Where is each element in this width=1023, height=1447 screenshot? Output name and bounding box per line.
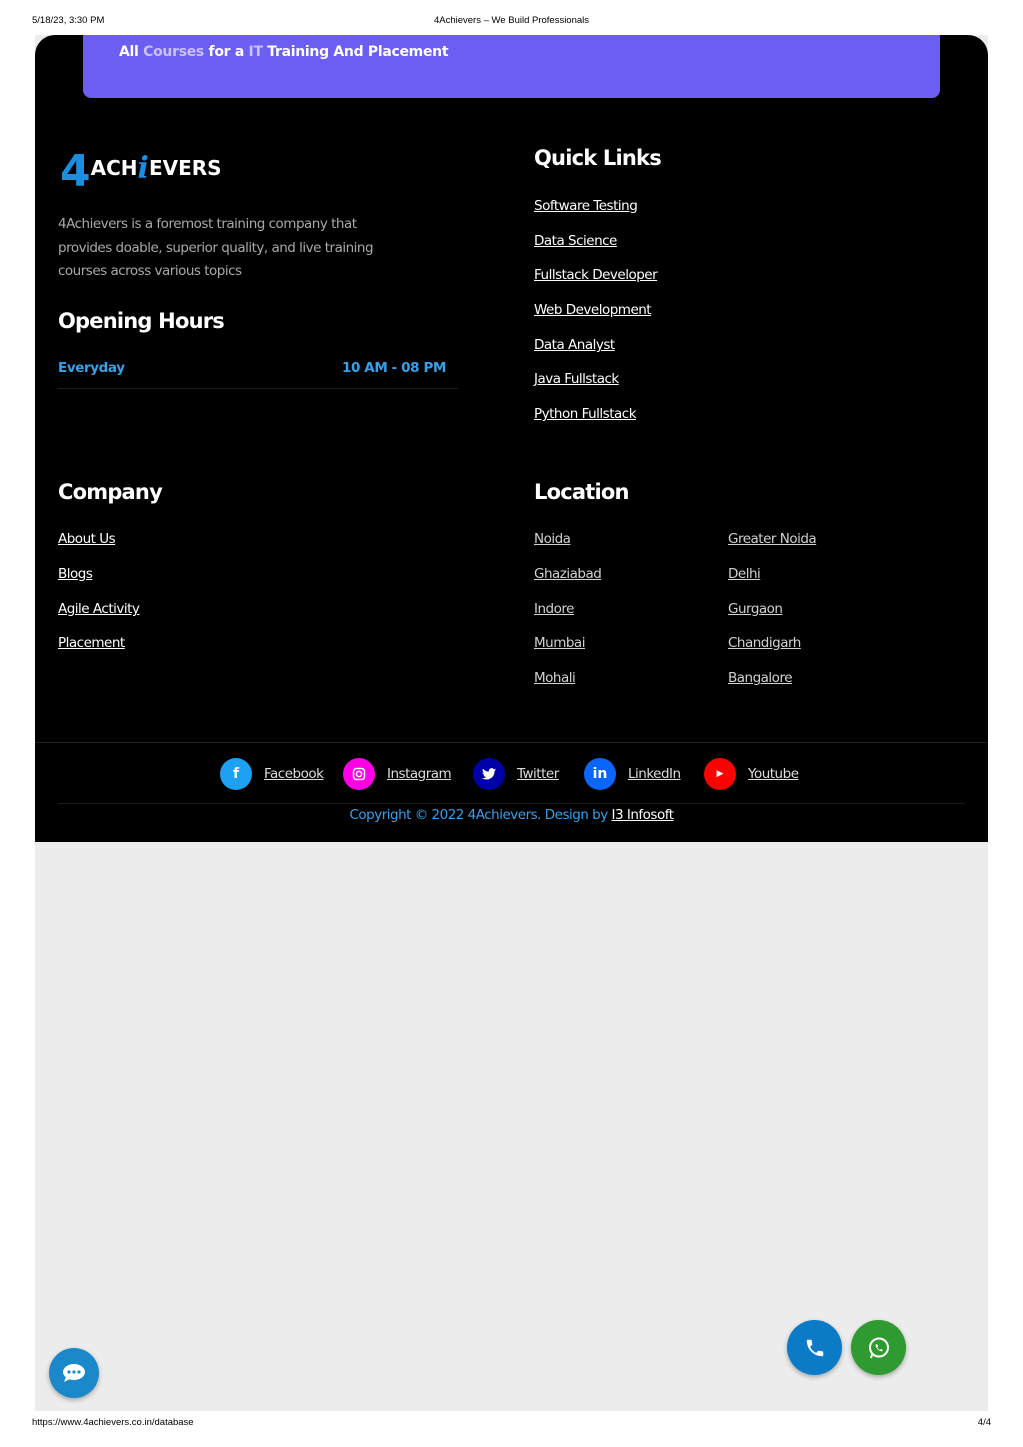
facebook-icon[interactable]: f [220,758,252,790]
banner-text: All Courses for a IT Training And Placement [119,44,449,60]
quick-link-data-analyst[interactable]: Data Analyst [534,337,615,353]
social-facebook[interactable] [220,758,323,790]
quick-link-java-fullstack[interactable]: Java Fullstack [534,371,619,387]
location-link[interactable]: Noida [534,531,571,547]
quick-link-fullstack-developer[interactable]: Fullstack Developer [534,267,658,283]
location-link[interactable]: Greater Noida [728,531,817,547]
quick-link-web-development[interactable]: Web Development [534,302,652,318]
site-logo[interactable]: 4 ACH i EVERS [60,146,222,197]
location-link[interactable]: Bangalore [728,670,793,686]
company-title: Company [58,480,162,504]
print-title: 4Achievers – We Build Professionals [433,15,590,26]
social-label[interactable]: Facebook [264,766,324,782]
courses-banner[interactable] [83,35,940,98]
location-link[interactable]: Gurgaon [728,601,783,617]
opening-hours-row [58,360,458,389]
phone-icon [804,1337,826,1359]
social-linkedin[interactable] [584,758,681,790]
designer-link[interactable]: I3 Infosoft [611,807,674,823]
print-datetime: 5/18/23, 3:30 PM [32,15,105,26]
quick-link-python-fullstack[interactable]: Python Fullstack [534,406,637,422]
location-link[interactable]: Chandigarh [728,635,801,651]
opening-hours-title: Opening Hours [58,309,224,333]
quick-link-software-testing[interactable]: Software Testing [534,198,638,214]
whatsapp-button[interactable] [851,1320,906,1375]
quick-link-data-science[interactable]: Data Science [534,233,617,249]
linkedin-icon[interactable]: in [584,758,616,790]
company-link-placement[interactable]: Placement [58,635,125,651]
twitter-icon[interactable] [473,758,505,790]
social-label[interactable]: Twitter [517,766,559,782]
location-link[interactable]: Mumbai [534,635,585,651]
quick-links-title: Quick Links [534,146,661,170]
company-link-blogs[interactable]: Blogs [58,566,93,582]
about-text: 4Achievers is a foremost training company that provides doable, superior quality, and live training courses across various topics [58,216,374,279]
footer-divider [35,742,988,743]
print-url: https://www.4achievers.co.in/database [32,1417,194,1428]
instagram-icon[interactable] [343,758,375,790]
youtube-icon[interactable]: ▶ [704,758,736,790]
social-instagram[interactable] [343,758,451,790]
hours-day: Everyday [58,360,125,376]
call-button[interactable] [787,1320,842,1375]
location-link[interactable]: Mohali [534,670,576,686]
copyright-divider [58,803,965,804]
location-link[interactable]: Indore [534,601,574,617]
chat-button[interactable] [49,1348,99,1398]
location-link[interactable]: Delhi [728,566,761,582]
print-page: 4/4 [977,1417,991,1428]
whatsapp-icon [866,1335,892,1361]
social-label[interactable]: Instagram [387,766,452,782]
company-link-agile-activity[interactable]: Agile Activity [58,601,140,617]
social-label[interactable]: Youtube [748,766,799,782]
chat-icon [61,1362,87,1384]
copyright-text: Copyright © 2022 4Achievers. Design by [349,807,608,823]
location-title: Location [534,480,629,504]
social-label[interactable]: LinkedIn [628,766,681,782]
social-twitter[interactable] [473,758,559,790]
hours-time: 10 AM - 08 PM [342,360,446,376]
company-link-about-us[interactable]: About Us [58,531,116,547]
copyright [0,807,1023,823]
location-link[interactable]: Ghaziabad [534,566,602,582]
social-youtube[interactable] [704,758,799,790]
